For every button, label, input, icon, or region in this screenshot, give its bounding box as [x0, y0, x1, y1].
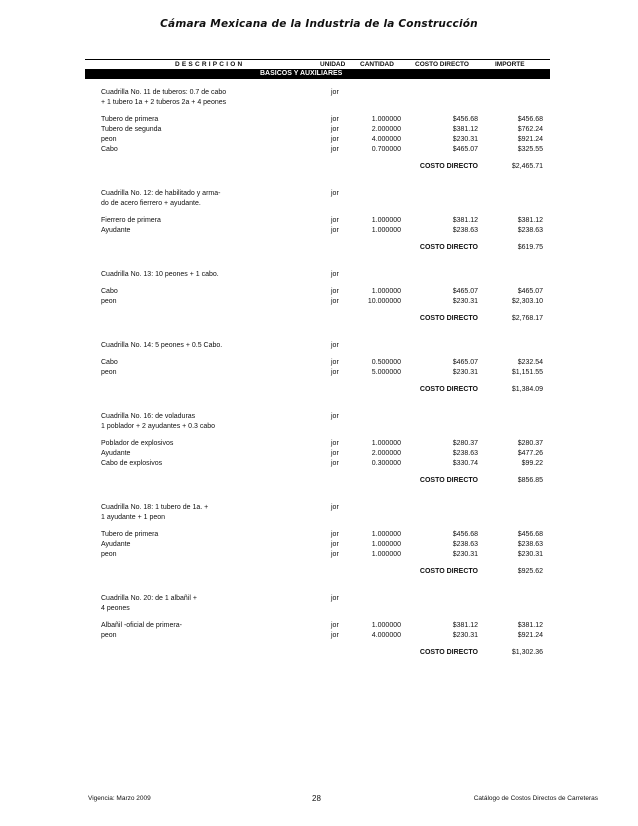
item-quantity: 2.000000	[371, 450, 401, 457]
item-unit: jor	[331, 359, 339, 366]
item-cost: $238.63	[452, 227, 478, 234]
page-title: Cámara Mexicana de la Industria de la Construcción	[160, 18, 478, 30]
item-cost: $230.31	[452, 551, 478, 558]
item-unit: jor	[331, 146, 339, 153]
item-description: Ayudante	[101, 541, 131, 548]
crew-unit: jor	[331, 342, 339, 349]
spacer	[0, 469, 638, 476]
spacer	[0, 155, 638, 162]
item-cost: $465.07	[452, 288, 478, 295]
crew-title-row	[0, 594, 638, 604]
total-amount: $925.62	[517, 568, 543, 575]
spacer	[0, 307, 638, 314]
item-quantity: 4.000000	[371, 632, 401, 639]
crew-description: Cuadrilla No. 12: de habilitado y arma-	[101, 190, 221, 197]
item-amount: $238.63	[517, 227, 543, 234]
item-quantity: 0.700000	[371, 146, 401, 153]
item-quantity: 10.000000	[367, 298, 401, 305]
item-amount: $238.63	[517, 541, 543, 548]
item-amount: $381.12	[517, 217, 543, 224]
total-row	[0, 385, 638, 395]
item-unit: jor	[331, 440, 339, 447]
crew-unit: jor	[331, 595, 339, 602]
section-title: BASICOS Y AUXILIARES	[260, 70, 343, 77]
spacer	[0, 236, 638, 243]
spacer	[0, 486, 638, 503]
item-amount: $456.68	[517, 116, 543, 123]
total-amount: $1,384.09	[511, 386, 543, 393]
item-description: Cabo	[101, 288, 118, 295]
item-quantity: 1.000000	[371, 622, 401, 629]
item-cost: $456.68	[452, 531, 478, 538]
crew-title-row	[0, 98, 638, 108]
item-amount: $99.22	[521, 460, 543, 467]
item-quantity: 1.000000	[371, 227, 401, 234]
item-quantity: 1.000000	[371, 288, 401, 295]
total-row	[0, 476, 638, 486]
spacer	[0, 560, 638, 567]
table-row	[0, 631, 638, 641]
item-unit: jor	[331, 227, 339, 234]
item-cost: $381.12	[452, 622, 478, 629]
item-description: Ayudante	[101, 450, 131, 457]
item-cost: $238.63	[452, 541, 478, 548]
item-amount: $921.24	[517, 136, 543, 143]
item-cost: $465.07	[452, 359, 478, 366]
total-amount: $1,302.36	[511, 649, 543, 656]
table-row	[0, 439, 638, 449]
item-cost: $330.74	[452, 460, 478, 467]
item-unit: jor	[331, 460, 339, 467]
crew-description: Cuadrilla No. 18: 1 tubero de 1a. +	[101, 504, 209, 511]
item-cost: $465.07	[452, 146, 478, 153]
section-bar	[85, 69, 550, 79]
crew-description: Cuadrilla No. 20: de 1 albañil +	[101, 595, 197, 602]
item-unit: jor	[331, 288, 339, 295]
item-quantity: 0.500000	[371, 359, 401, 366]
item-description: Cabo	[101, 359, 118, 366]
item-description: peon	[101, 551, 117, 558]
item-unit: jor	[331, 632, 339, 639]
crew-unit: jor	[331, 413, 339, 420]
item-cost: $280.37	[452, 440, 478, 447]
crew-description: 1 poblador + 2 ayudantes + 0.3 cabo	[101, 423, 216, 430]
item-cost: $238.63	[452, 450, 478, 457]
item-quantity: 1.000000	[371, 116, 401, 123]
total-row	[0, 648, 638, 658]
item-description: peon	[101, 632, 117, 639]
item-amount: $456.68	[517, 531, 543, 538]
total-amount: $856.85	[517, 477, 543, 484]
crew-title-row	[0, 604, 638, 614]
spacer	[0, 253, 638, 270]
item-cost: $230.31	[452, 298, 478, 305]
footer-validity: Vigencia: Marzo 2009	[88, 795, 151, 802]
spacer	[0, 378, 638, 385]
total-label: COSTO DIRECTO	[419, 477, 478, 484]
item-amount: $465.07	[517, 288, 543, 295]
item-unit: jor	[331, 298, 339, 305]
item-quantity: 0.300000	[371, 460, 401, 467]
item-cost: $456.68	[452, 116, 478, 123]
item-cost: $381.12	[452, 126, 478, 133]
spacer	[0, 577, 638, 594]
crew-title-row	[0, 88, 638, 98]
item-unit: jor	[331, 551, 339, 558]
item-unit: jor	[331, 450, 339, 457]
item-quantity: 1.000000	[371, 217, 401, 224]
spacer	[0, 432, 638, 439]
item-amount: $381.12	[517, 622, 543, 629]
item-unit: jor	[331, 116, 339, 123]
table-row	[0, 621, 638, 631]
spacer	[0, 614, 638, 621]
item-cost: $230.31	[452, 136, 478, 143]
spacer	[0, 172, 638, 189]
item-unit: jor	[331, 541, 339, 548]
item-amount: $921.24	[517, 632, 543, 639]
item-amount: $1,151.55	[511, 369, 543, 376]
table-row	[0, 530, 638, 540]
total-row	[0, 162, 638, 172]
item-quantity: 1.000000	[371, 531, 401, 538]
crew-description: + 1 tubero 1a + 2 tuberos 2a + 4 peones	[101, 99, 227, 106]
item-description: Poblador de explosivos	[101, 440, 174, 447]
crew-title-row	[0, 270, 638, 280]
item-unit: jor	[331, 369, 339, 376]
crew-title-row	[0, 422, 638, 432]
item-quantity: 2.000000	[371, 126, 401, 133]
item-cost: $381.12	[452, 217, 478, 224]
crew-description: Cuadrilla No. 13: 10 peones + 1 cabo.	[101, 271, 219, 278]
item-description: Tubero de primera	[101, 531, 159, 538]
header-costo-directo: COSTO DIRECTO	[415, 61, 469, 68]
spacer	[0, 351, 638, 358]
total-label: COSTO DIRECTO	[419, 568, 478, 575]
item-amount: $325.55	[517, 146, 543, 153]
crew-title-row	[0, 503, 638, 513]
spacer	[0, 324, 638, 341]
table-row	[0, 287, 638, 297]
item-amount: $2,303.10	[511, 298, 543, 305]
spacer	[0, 523, 638, 530]
item-amount: $762.24	[517, 126, 543, 133]
crew-description: 4 peones	[101, 605, 130, 612]
table-row	[0, 216, 638, 226]
total-label: COSTO DIRECTO	[419, 163, 478, 170]
crew-unit: jor	[331, 271, 339, 278]
item-amount: $232.54	[517, 359, 543, 366]
item-description: Albañil -oficial de primera-	[101, 622, 182, 629]
item-description: Cabo	[101, 146, 118, 153]
table-row	[0, 550, 638, 560]
spacer	[0, 108, 638, 115]
total-label: COSTO DIRECTO	[419, 649, 478, 656]
total-row	[0, 243, 638, 253]
header-descripcion: DESCRIPCION	[175, 61, 245, 68]
crew-title-row	[0, 189, 638, 199]
footer-catalog: Catálogo de Costos Directos de Carreteras	[473, 795, 598, 802]
total-amount: $619.75	[517, 244, 543, 251]
item-cost: $230.31	[452, 632, 478, 639]
table-row	[0, 145, 638, 155]
item-description: peon	[101, 136, 117, 143]
table-row	[0, 297, 638, 307]
item-amount: $280.37	[517, 440, 543, 447]
header-importe: IMPORTE	[495, 61, 525, 68]
total-amount: $2,768.17	[511, 315, 543, 322]
crew-description: Cuadrilla No. 14: 5 peones + 0.5 Cabo.	[101, 342, 223, 349]
crew-title-row	[0, 513, 638, 523]
table-row	[0, 135, 638, 145]
item-description: Tubero de primera	[101, 116, 159, 123]
total-label: COSTO DIRECTO	[419, 386, 478, 393]
table-row	[0, 449, 638, 459]
crew-title-row	[0, 199, 638, 209]
spacer	[0, 280, 638, 287]
spacer	[0, 395, 638, 412]
item-unit: jor	[331, 622, 339, 629]
total-row	[0, 314, 638, 324]
item-amount: $477.26	[517, 450, 543, 457]
table-row	[0, 358, 638, 368]
total-label: COSTO DIRECTO	[419, 315, 478, 322]
table-row	[0, 115, 638, 125]
item-description: Cabo de explosivos	[101, 460, 163, 467]
crew-title-row	[0, 341, 638, 351]
item-quantity: 4.000000	[371, 136, 401, 143]
header-unidad: UNIDAD	[320, 61, 346, 68]
total-row	[0, 567, 638, 577]
total-label: COSTO DIRECTO	[419, 244, 478, 251]
crew-list	[0, 88, 638, 658]
item-description: Ayudante	[101, 227, 131, 234]
table-row	[0, 459, 638, 469]
total-amount: $2,465.71	[511, 163, 543, 170]
page-footer	[0, 794, 638, 804]
item-quantity: 1.000000	[371, 440, 401, 447]
crew-unit: jor	[331, 504, 339, 511]
crew-title-row	[0, 412, 638, 422]
spacer	[0, 209, 638, 216]
crew-description: do de acero fierrero + ayudante.	[101, 200, 201, 207]
spacer	[0, 641, 638, 648]
crew-description: Cuadrilla No. 16: de voladuras	[101, 413, 196, 420]
crew-description: 1 ayudante + 1 peon	[101, 514, 166, 521]
crew-unit: jor	[331, 89, 339, 96]
table-row	[0, 368, 638, 378]
header-cantidad: CANTIDAD	[360, 61, 394, 68]
table-row	[0, 125, 638, 135]
crew-unit: jor	[331, 190, 339, 197]
item-description: Fierrero de primera	[101, 217, 161, 224]
crew-description: Cuadrilla No. 11 de tuberos: 0.7 de cabo	[101, 89, 227, 96]
item-unit: jor	[331, 217, 339, 224]
item-quantity: 1.000000	[371, 551, 401, 558]
table-row	[0, 226, 638, 236]
item-description: peon	[101, 298, 117, 305]
page-number: 28	[312, 794, 321, 803]
table-row	[0, 540, 638, 550]
item-quantity: 5.000000	[371, 369, 401, 376]
item-cost: $230.31	[452, 369, 478, 376]
item-amount: $230.31	[517, 551, 543, 558]
item-unit: jor	[331, 126, 339, 133]
item-quantity: 1.000000	[371, 541, 401, 548]
item-unit: jor	[331, 531, 339, 538]
item-unit: jor	[331, 136, 339, 143]
item-description: Tubero de segunda	[101, 126, 162, 133]
item-description: peon	[101, 369, 117, 376]
